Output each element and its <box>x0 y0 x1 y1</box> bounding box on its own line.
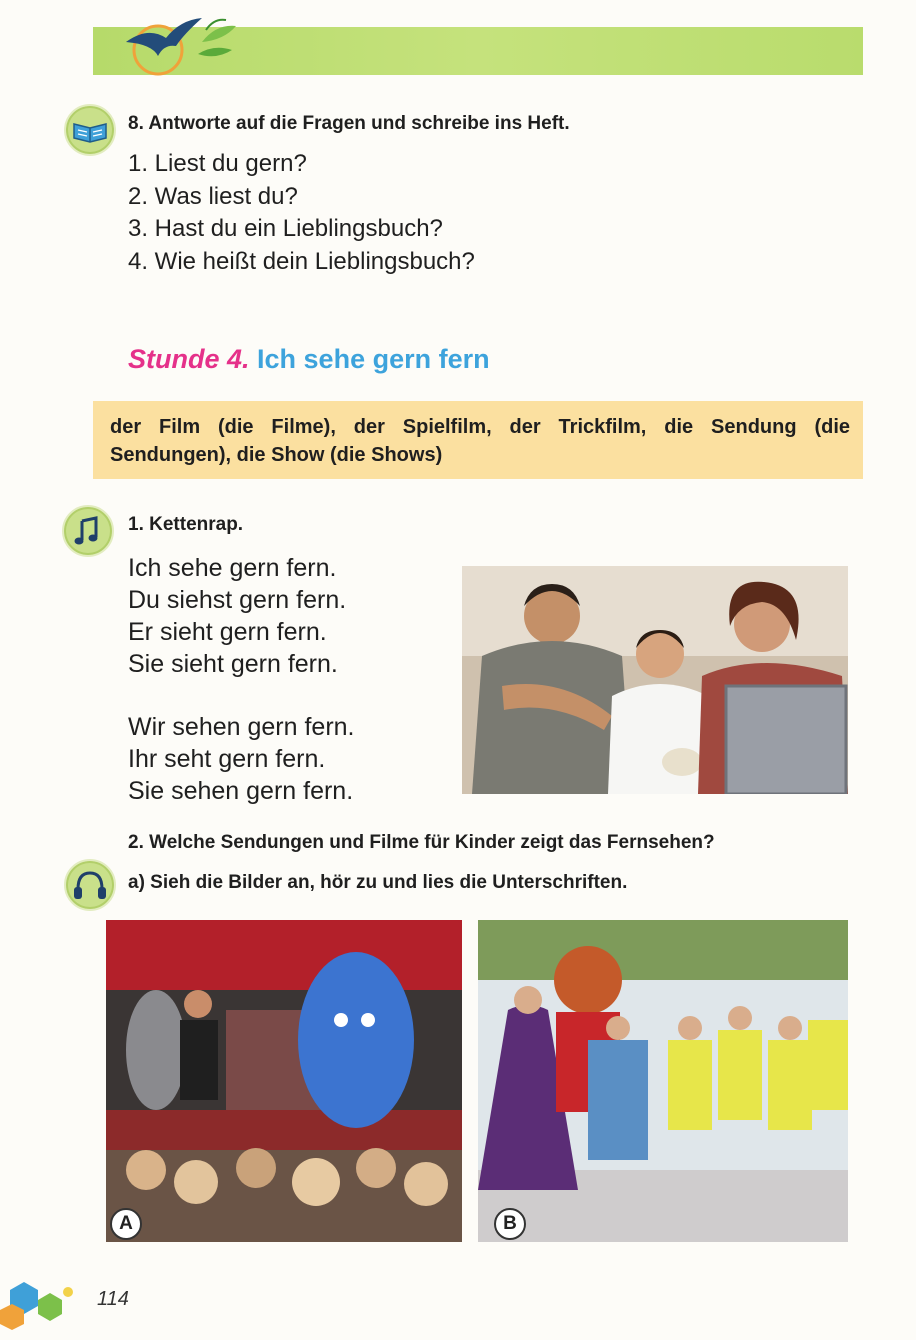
exercise1-title: 1. Kettenrap. <box>128 514 244 535</box>
question-list <box>128 148 475 278</box>
show-stage-photo <box>106 920 462 1242</box>
music-note-icon <box>62 505 114 557</box>
list-item: Sie sieht gern fern. <box>128 650 338 678</box>
list-item: 1. Liest du gern? <box>128 150 307 177</box>
lesson-heading <box>128 344 490 375</box>
lesson-prefix: Stunde 4. <box>128 344 250 374</box>
list-item: Ihr seht gern fern. <box>128 745 326 773</box>
hexagon-decoration <box>0 1270 80 1340</box>
vocabulary-text: der Film (die Filme), der Spielfilm, der Trickfilm, die Sendung (die Sendungen), die Show (die Shows) <box>110 416 850 466</box>
list-item: Du siehst gern fern. <box>128 586 347 614</box>
headphones-icon <box>64 859 116 911</box>
list-item: Wir sehen gern fern. <box>128 713 355 741</box>
family-watching-tv-photo <box>462 566 848 794</box>
exercise2a-instruction: a) Sieh die Bilder an, hör zu und lies die Unterschriften. <box>128 872 628 893</box>
rap-stanza-2 <box>128 711 355 807</box>
list-item: 3. Hast du ein Lieblingsbuch? <box>128 215 443 242</box>
photo-label-a: A <box>110 1208 142 1240</box>
lesson-title: Ich sehe gern fern <box>257 344 490 374</box>
book-icon <box>64 104 116 156</box>
rap-stanza-1 <box>128 552 346 680</box>
list-item: 2. Was liest du? <box>128 182 298 210</box>
photo-label-b: B <box>494 1208 526 1240</box>
exercise2-title: 2. Welche Sendungen und Filme für Kinder zeigt das Fernsehen? <box>128 832 715 853</box>
page-number: 114 <box>97 1288 129 1310</box>
swallow-logo-icon <box>118 12 248 78</box>
list-item: Er sieht gern fern. <box>128 618 327 646</box>
list-item: Ich sehe gern fern. <box>128 554 337 582</box>
list-item: 4. Wie heißt dein Lieblingsbuch? <box>128 247 475 275</box>
list-item: Sie sehen gern fern. <box>128 777 354 805</box>
kids-award-photo <box>478 920 848 1242</box>
exercise8-title: 8. Antworte auf die Fragen und schreibe ins Heft. <box>128 113 570 134</box>
